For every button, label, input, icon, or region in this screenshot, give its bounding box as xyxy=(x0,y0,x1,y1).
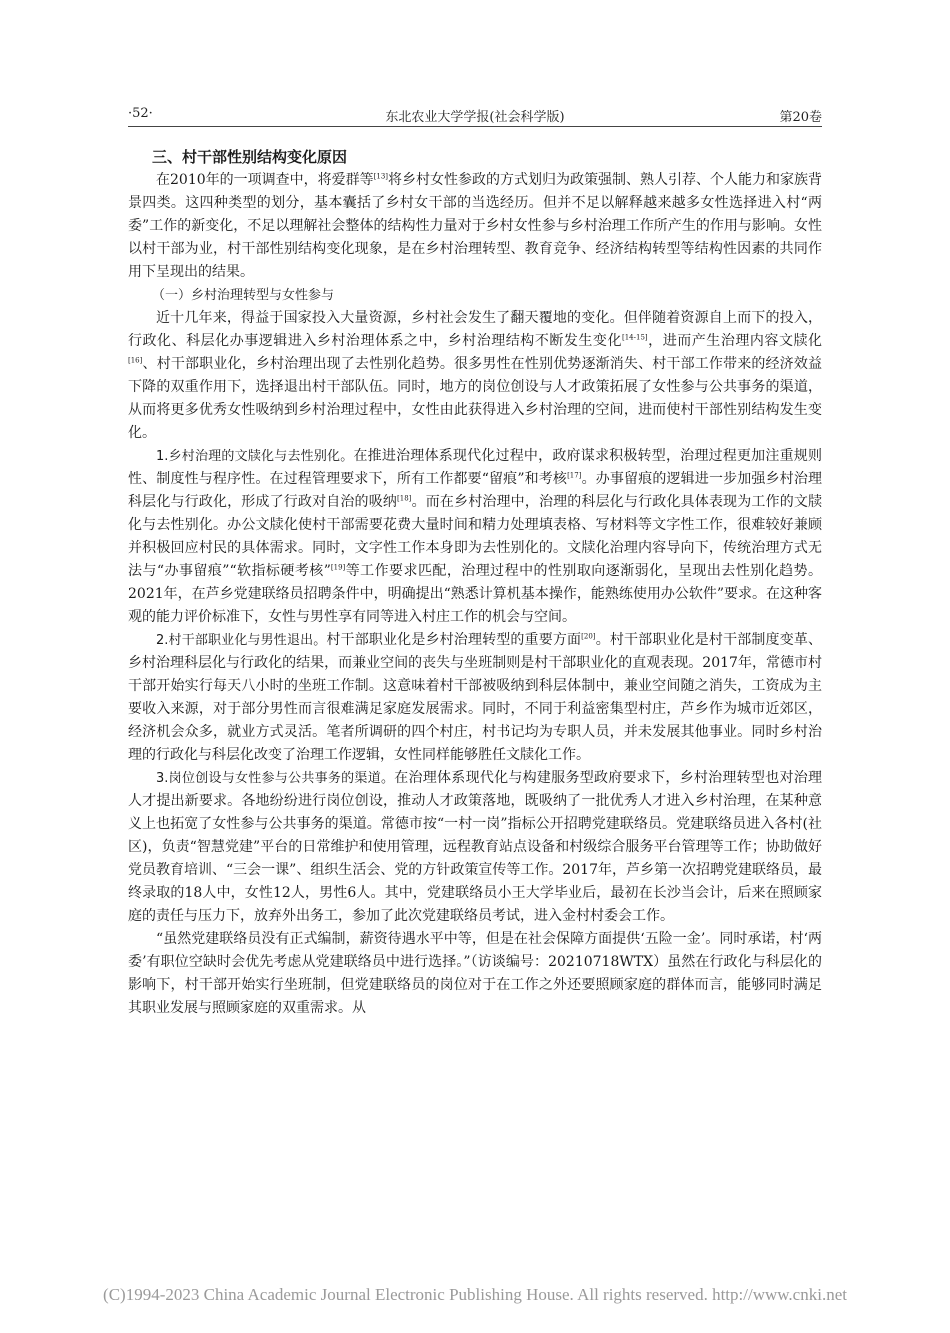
citation-ref: [20] xyxy=(581,632,596,641)
paragraph-5 xyxy=(128,767,822,928)
text-run: 在推进治理体系现代化过程中，政府谋求积极转型，治理过程更加注重规则性、制度性与程序性。在过程管理要求下，所有工作都要“留痕”和考核 xyxy=(128,448,822,487)
text-run: 村干部职业化是乡村治理转型的重要方面 xyxy=(326,632,582,648)
text-run: 在2010年的一项调查中，将爱群等 xyxy=(156,172,374,188)
subsection-heading: （一）乡村治理转型与女性参与 xyxy=(152,288,335,303)
citation-ref: [14-15] xyxy=(622,333,648,342)
running-header xyxy=(128,104,822,127)
citation-ref: [13] xyxy=(373,172,389,181)
citation-ref: [16] xyxy=(128,356,143,365)
text-run: 将乡村女性参政的方式划归为政策强制、熟人引荐、个人能力和家族背景四类。这四种类型的划分，基本囊括了乡村女干部的当选经历。但并不足以解释越来越多女性选择进入村“两委”工作的新变化，不足以理解社会整体的结构性力量对于乡村女性参与乡村治理工作所产生的作用与影响。女性以村干部为业，村干部性别结构变化现象，是在乡村治理转型、教育竞争、经济结构转型等结构性因素的共同作用下呈现出的结果。 xyxy=(128,172,823,280)
paragraph-intro xyxy=(128,169,822,284)
text-run: 。而在乡村治理中，治理的科层化与行政化具体表现为工作的文牍化与去性别化。办公文牍化使村干部需要花费大量时间和精力处理填表格、写材料等文字性工作，很难较好兼顾并积极回应村民的具体需求。同时，文字性工作本身即为去性别化的。文牍化治理内容导向下，传统治理方式无法与“办事留痕”“软指标硬考核” xyxy=(128,494,823,579)
citation-ref: [17] xyxy=(567,471,582,480)
text-run: 。村干部职业化是村干部制度变革、乡村治理科层化与行政化的结果，而兼业空间的丧失与坐班制则是村干部职业化的直观表现。2017年，常德市村干部开始实行每天八小时的坐班工作制。这意味着村干部被吸纳到科层体制中，兼业空间随之消失，工资成为主要收入来源，对于部分男性而言很难满足家庭发展需求。同时，不同于利益密集型村庄，芦乡作为城市近郊区，经济机会众多，就业方式灵活。笔者所调研的四个村庄，村书记均为专职人员，并未发展其他事业。同时乡村治理的行政化与科层化改变了治理工作逻辑，女性同样能够胜任文牍化工作。 xyxy=(128,632,823,763)
text-run: 近十几年来，得益于国家投入大量资源，乡村社会发生了翻天覆地的变化。但伴随着资源自上而下的投入，行政化、科层化办事逻辑进入乡村治理体系之中，乡村治理结构不断发生变化 xyxy=(128,310,822,349)
paragraph-lead: 3.岗位创设与女性参与公共事务的渠道。 xyxy=(156,771,395,786)
text-run: 、村干部职业化，乡村治理出现了去性别化趋势。很多男性在性别优势逐渐消失、村干部工作带来的经济效益下降的双重作用下，选择退出村干部队伍。同时，地方的岗位创设与人才政策拓展了女性参与公共事务的渠道，从而将更多优秀女性吸纳到乡村治理过程中，女性由此获得进入乡村治理的空间，进而使村干部性别结构发生变化。 xyxy=(128,356,822,441)
citation-ref: [19] xyxy=(330,563,346,572)
paragraph-2 xyxy=(128,307,822,445)
article-body xyxy=(128,146,822,1020)
text-run: 等工作要求匹配，治理过程中的性别取向逐渐弱化，呈现出去性别化趋势。2021年，在芦乡党建联络员招聘条件中，明确提出“熟悉计算机基本操作，能熟练使用办公软件”要求。在这种客观的能力评价标准下，女性与男性享有同等进入村庄工作的机会与空间。 xyxy=(128,563,822,625)
paragraph-4 xyxy=(128,629,822,767)
section-heading: 三、村干部性别结构变化原因 xyxy=(152,148,348,166)
text-run: 在治理体系现代化与构建服务型政府要求下，乡村治理转型也对治理人才提出新要求。各地纷纷进行岗位创设，推动人才政策落地，既吸纳了一批优秀人才进入乡村治理，在某种意义上也拓宽了女性参与公共事务的渠道。常德市按“一村一岗”指标公开招聘党建联络员。党建联络员进入各村(社区)，负责“智慧党建”平台的日常维护和使用管理，远程教育站点设备和村级综合服务平台管理等工作；协助做好党员教育培训、“三会一课”、组织生活会、党的方针政策宣传等工作。2017年，芦乡第一次招聘党建联络员，最终录取的18人中，女性12人，男性6人。其中，党建联络员小王大学毕业后，最初在长沙当会计，后来在照顾家庭的责任与压力下，放弃外出务工，参加了此次党建联络员考试，进入金村村委会工作。 xyxy=(128,770,823,924)
text-run: “虽然党建联络员没有正式编制，薪资待遇水平中等，但是在社会保障方面提供‘五险一金’。同时承诺，村‘两委’有职位空缺时会优先考虑从党建联络员中进行选择。”（访谈编号：20210718WTX）虽然在行政化与科层化的影响下，村干部开始实行坐班制，但党建联络员的岗位对于在工作之外还要照顾家庭的群体而言，能够同时满足其职业发展与照顾家庭的双重需求。从 xyxy=(128,931,822,1016)
paragraph-lead: 1.乡村治理的文牍化与去性别化。 xyxy=(156,449,354,464)
paragraph-3 xyxy=(128,445,822,629)
page-number: ·52· xyxy=(128,106,153,121)
text-run: ，进而产生治理内容文牍化 xyxy=(647,333,823,349)
paragraph-6 xyxy=(128,928,822,1020)
journal-title: 东北农业大学学报(社会科学版) xyxy=(385,110,565,125)
volume-number: 第20卷 xyxy=(779,110,822,125)
copyright-footer: (C)1994-2023 China Academic Journal Electronic Publishing House. All rights reserved. http://www.cnki.net xyxy=(103,1285,847,1304)
text-run: 。办事留痕的逻辑进一步加强乡村治理科层化与行政化，形成了行政对自治的吸纳 xyxy=(128,471,822,510)
citation-ref: [18] xyxy=(397,494,412,503)
paragraph-lead: 2.村干部职业化与男性退出。 xyxy=(156,633,327,648)
